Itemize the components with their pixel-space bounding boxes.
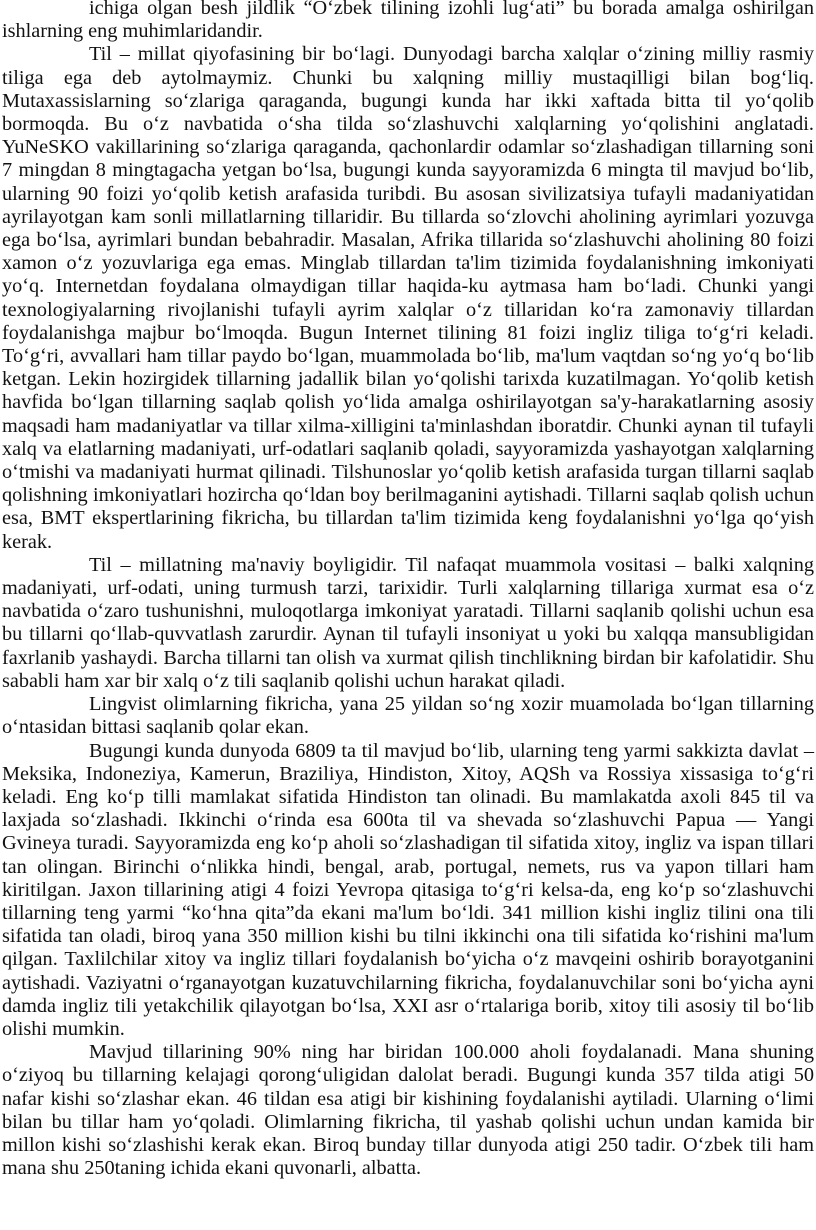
paragraph-4: Lingvist olimlarning fikricha, yana 25 yildan so‘ng xozir muamolada bo‘lgan tillarning o‘ntasidan bittasi saqlanib qolar ekan.: [2, 693, 814, 739]
paragraph-6: Mavjud tillarining 90% ning har biridan 100.000 aholi foydalanadi. Mana shuning o‘ziyoq bu tillarning kelajagi qorong‘uligidan dalolat beradi. Bugungi kunda 357 tilda atigi 50 nafar kishi so‘zlashar ekan. 46 tildan esa atigi bir kishining foydalanishi aytiladi. Ularning o‘limi bilan bu tillar ham yo‘qoladi. Olimlarning fikricha, til yashab qolishi uchun undan kamida bir millon kishi so‘zlashishi kerak ekan. Biroq bunday tillar dunyoda atigi 250 tadir. O‘zbek tili ham mana shu 250taning ichida ekani quvonarli, albatta.: [2, 1041, 814, 1180]
paragraph-2: Til – millat qiyofasining bir bo‘lagi. Dunyodagi barcha xalqlar o‘zining milliy rasmiy tiliga ega deb aytolmaymiz. Chunki bu xalqning milliy mustaqilligi bilan bog‘liq. Mutaxassislarning so‘zlariga qaraganda, bugungi kunda har ikki xaftada bitta til yo‘qolib bormoqda. Bu o‘z navbatida o‘sha tilda so‘zlashuvchi xalqlarning yo‘qolishini anglatadi. YuNeSKO vakillarining so‘zlariga qaraganda, qachonlardir odamlar so‘zlashadigan tillarning soni 7 mingdan 8 mingtagacha yetgan bo‘lsa, bugungi kunda sayyoramizda 6 mingta til mavjud bo‘lib, ularning 90 foizi yo‘qolib ketish arafasida turibdi. Bu asosan sivilizatsiya tufayli madaniyatidan ayrilayotgan kam sonli millatlarning tillaridir. Bu tillarda so‘zlovchi aholining ayrimlari yozuvga ega bo‘lsa, ayrimlari bundan bebahradir. Masalan, Afrika tillarida so‘zlashuvchi aholining 80 foizi xamon o‘z yozuvlariga ega emas. Minglab tillardan ta'lim tizimida foydalanishning imkoniyati yo‘q. Internetdan foydalana olmaydigan tillar haqida-ku aytmasa ham bo‘ladi. Chunki yangi texnologiyalarning rivojlanishi tufayli ayrim xalqlar o‘z tillaridan ko‘ra zamonaviy tillardan foydalanishga majbur bo‘lmoqda. Bugun Internet tilining 81 foizi ingliz tiliga to‘g‘ri keladi. To‘g‘ri, avvallari ham tillar paydo bo‘lgan, muammolada bo‘lib, ma'lum vaqtdan so‘ng yo‘q bo‘lib ketgan. Lekin hozirgidek tillarning jadallik bilan yo‘qolishi tarixda kuzatilmagan. Yo‘qolib ketish havfida bo‘lgan tillarning saqlab qolish yo‘lida amalga oshirilayotgan sa'y-harakatlarning asosiy maqsadi ham madaniyatlar va tillar xilma-xilligini ta'minlashdan iboratdir. Chunki aynan til tufayli xalq va elatlarning madaniyati, urf-odatlari saqlanib qoladi, sayyoramizda yashayotgan xalqlarning o‘tmishi va madaniyati hurmat qilinadi. Tilshunoslar yo‘qolib ketish arafasida turgan tillarni saqlab qolishning imkoniyatlari hozircha qo‘ldan boy berilmaganini aytishadi. Tillarni saqlab qolish uchun esa, BMT ekspertlarining fikricha, bu tillardan ta'lim tizimida keng foydalanishni yo‘lga qo‘yish kerak.: [2, 43, 814, 553]
paragraph-1: ichiga olgan besh jildlik “O‘zbek tilining izohli lug‘ati” bu borada amalga oshirilgan ishlarning eng muhimlaridandir.: [2, 0, 814, 43]
paragraph-3: Til – millatning ma'naviy boyligidir. Til nafaqat muammola vositasi – balki xalqning madaniyati, urf-odati, uning turmush tarzi, tarixidir. Turli xalqlarning tillariga xurmat esa o‘z navbatida o‘zaro tushunishni, muloqotlarga imkoniyat yaratadi. Tillarni saqlanib qolishi uchun esa bu tillarni qo‘llab-quvvatlash zarurdir. Aynan til tufayli insoniyat u yoki bu xalqqa mansubligidan faxrlanib yashaydi. Barcha tillarni tan olish va xurmat qilish tinchlikning birdan bir kafolatidir. Shu sababli ham xar bir xalq o‘z tili saqlanib qolishi uchun harakat qiladi.: [2, 553, 814, 692]
paragraph-5: Bugungi kunda dunyoda 6809 ta til mavjud bo‘lib, ularning teng yarmi sakkizta davlat – Meksika, Indoneziya, Kamerun, Braziliya, Hindiston, Xitoy, AQSh va Rossiya xissasiga to‘g‘ri keladi. Eng ko‘p tilli mamlakat sifatida Hindiston tan olinadi. Bu mamlakatda axoli 845 til va laxjada so‘zlashadi. Ikkinchi o‘rinda esa 600ta til va shevada so‘zlashuvchi Papua — Yangi Gvineya turadi. Sayyoramizda eng ko‘p aholi so‘zlashadigan til sifatida xitoy, ingliz va ispan tillari tan olingan. Birinchi o‘nlikka hindi, bengal, arab, portugal, nemets, rus va yapon tillari ham kiritilgan. Jaxon tillarining atigi 4 foizi Yevropa qitasiga to‘g‘ri kelsa-da, eng ko‘p so‘zlashuvchi tillarning teng yarmi “ko‘hna qita”da ekani ma'lum bo‘ldi. 341 million kishi ingliz tilini ona tili sifatida tan oladi, biroq yana 350 million kishi bu tilni ikkinchi ona tili sifatida ko‘rishini ma'lum qilgan. Taxlilchilar xitoy va ingliz tillari foydalanish bo‘yicha o‘z mavqeini oshirib borayotganini aytishadi. Vaziyatni o‘rganayotgan kuzatuvchilarning fikricha, foydalanuvchilar soni bo‘yicha ayni damda ingliz tili yetakchilik qilayotgan bo‘lsa, XXI asr o‘rtalariga borib, xitoy tili asosiy til bo‘lib olishi mumkin.: [2, 739, 814, 1040]
